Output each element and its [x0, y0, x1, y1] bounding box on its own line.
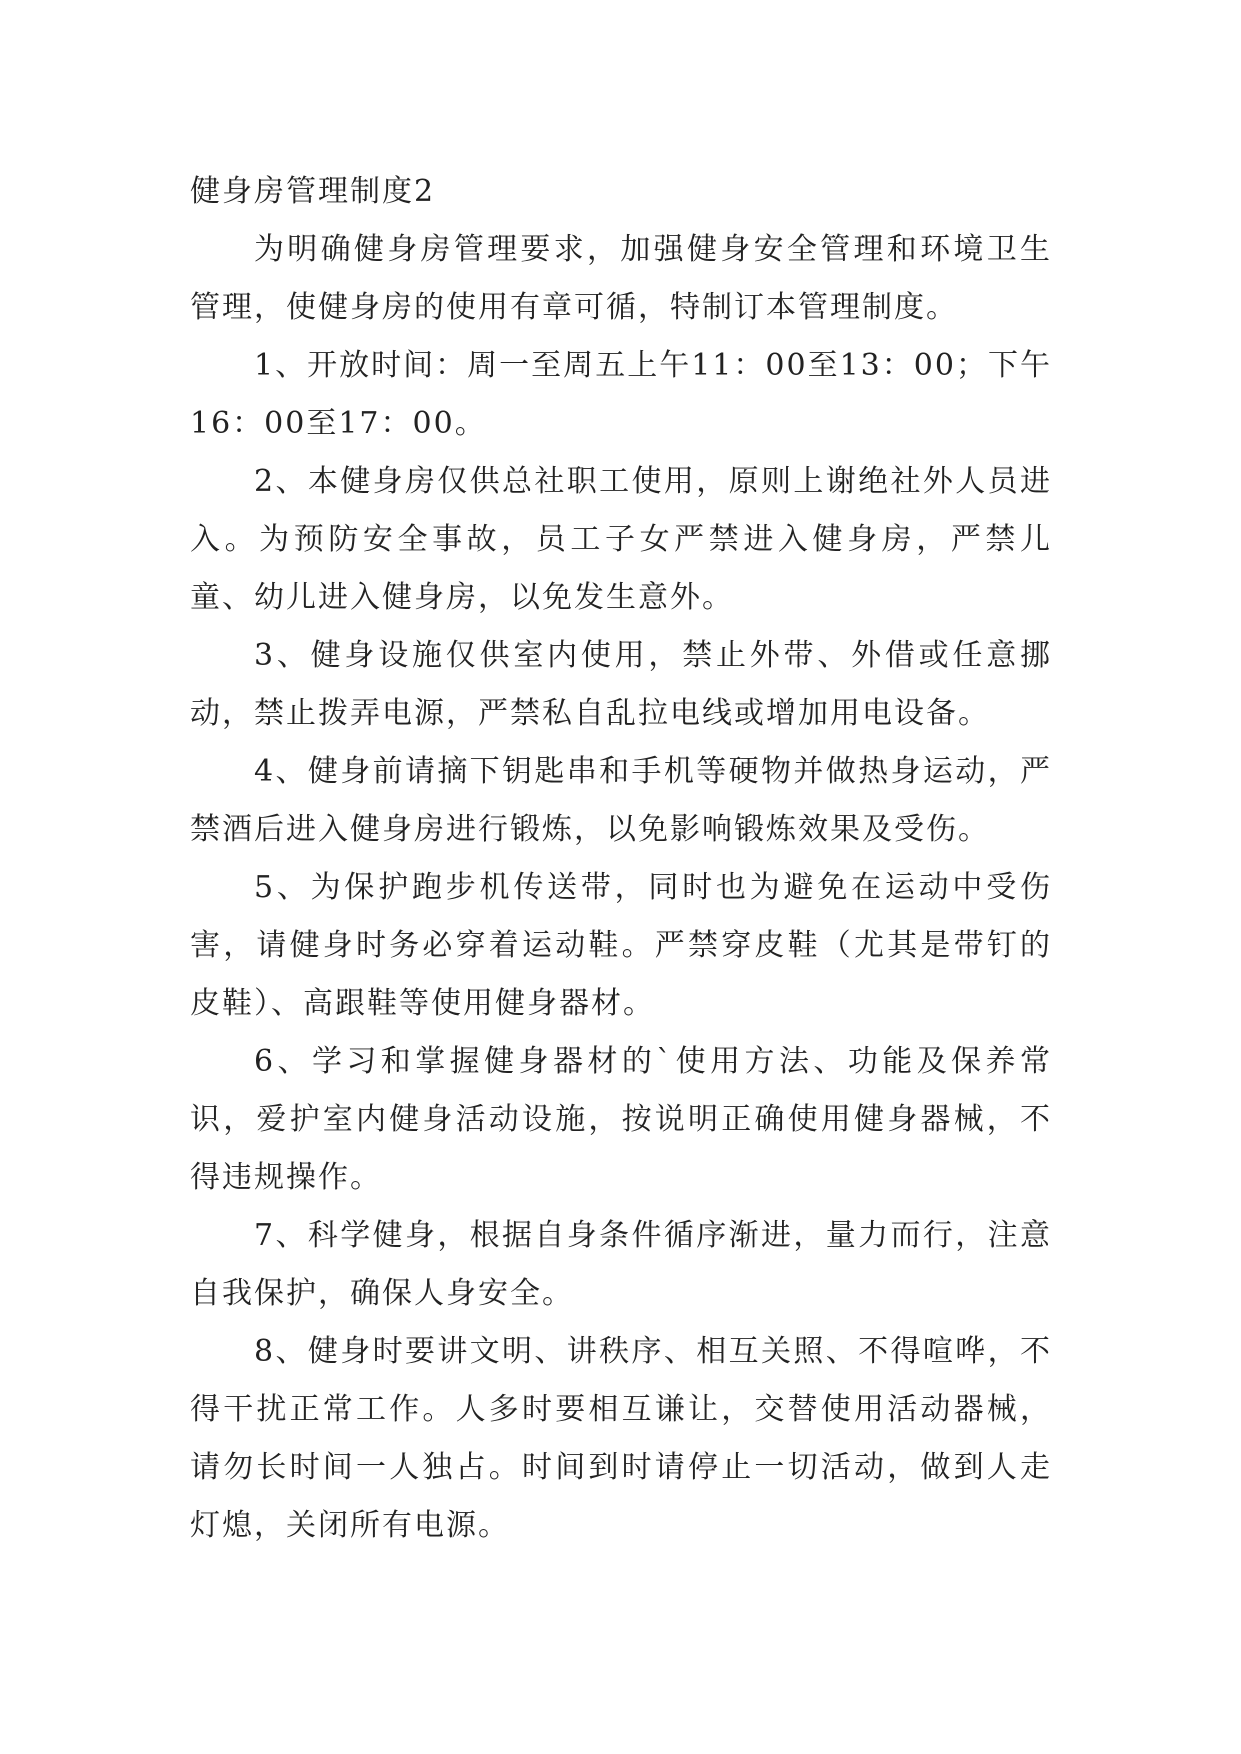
- document-title: 健身房管理制度2: [190, 174, 436, 209]
- rule-6-equipment-knowledge: 6、学习和掌握健身器材的`使用方法、功能及保养常识，爱护室内健身活动设施，按说明正确使用健身器械，不得违规操作。: [190, 1044, 1052, 1195]
- rule-8-conduct: 8、健身时要讲文明、讲秩序、相互关照、不得喧哗，不得干扰正常工作。人多时要相互谦让，交替使用活动器械，请勿长时间一人独占。时间到时请停止一切活动，做到人走灯熄，关闭所有电源。: [190, 1334, 1052, 1543]
- rule-1-opening-hours: 1、开放时间：周一至周五上午11：00至13：00；下午16：00至17：00。: [190, 348, 1052, 441]
- rule-7-scientific-exercise: 7、科学健身，根据自身条件循序渐进，量力而行，注意自我保护，确保人身安全。: [190, 1218, 1052, 1311]
- rule-4-preparation: 4、健身前请摘下钥匙串和手机等硬物并做热身运动，严禁酒后进入健身房进行锻炼，以免影响锻炼效果及受伤。: [190, 754, 1052, 847]
- rule-3-equipment-use: 3、健身设施仅供室内使用，禁止外带、外借或任意挪动，禁止拨弄电源，严禁私自乱拉电线或增加用电设备。: [190, 638, 1052, 731]
- rule-5-footwear: 5、为保护跑步机传送带，同时也为避免在运动中受伤害，请健身时务必穿着运动鞋。严禁穿皮鞋（尤其是带钉的皮鞋）、高跟鞋等使用健身器材。: [190, 870, 1052, 1021]
- document-body: [190, 163, 1052, 1555]
- rule-2-access: 2、本健身房仅供总社职工使用，原则上谢绝社外人员进入。为预防安全事故，员工子女严禁进入健身房，严禁儿童、幼儿进入健身房，以免发生意外。: [190, 464, 1052, 615]
- intro-paragraph: 为明确健身房管理要求，加强健身安全管理和环境卫生管理，使健身房的使用有章可循，特制订本管理制度。: [190, 232, 1052, 325]
